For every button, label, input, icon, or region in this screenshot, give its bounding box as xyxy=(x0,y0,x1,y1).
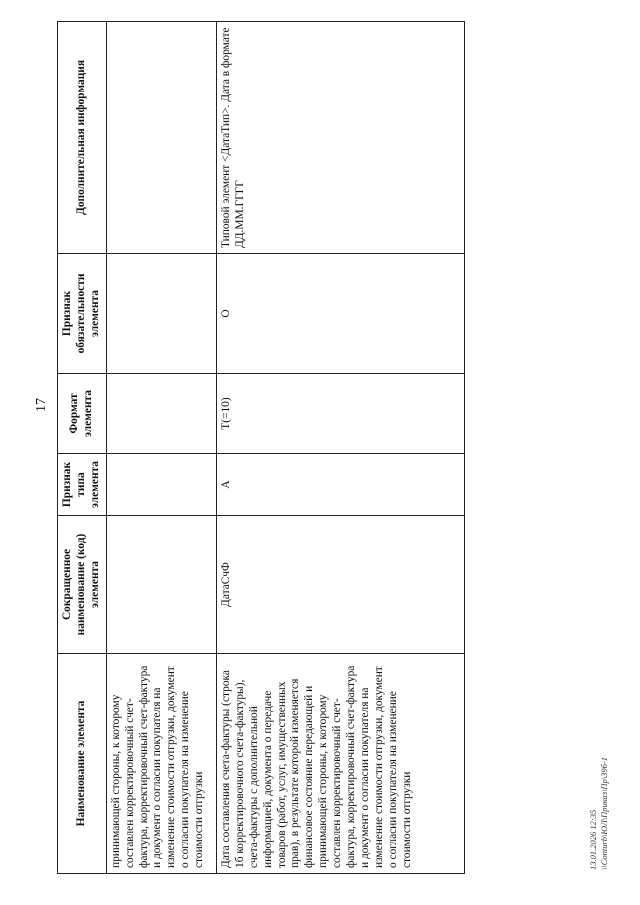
cell-element-format xyxy=(106,374,216,454)
header-short-name: Сокращенное наименование (код) элемента xyxy=(58,516,107,654)
table-header-row xyxy=(58,22,107,874)
cell-element-required xyxy=(106,254,216,374)
cell-short-name: ДатаСчФ xyxy=(216,516,464,654)
cell-element-format: T(=10) xyxy=(216,374,464,454)
cell-element-name: принимающей стороны, к которому составлен корректировочный счет-фактура, корректировочный счет-фактура и документ о согласии покупателя на изменение стоимости отгрузки, документ о согласии покупателя на изменение стоимости отгрузки xyxy=(106,654,216,874)
page-number: 17 xyxy=(34,398,49,412)
rotated-table-container xyxy=(57,22,465,874)
header-element-type: Признак типа элемента xyxy=(58,454,107,516)
footer-path: \\Conturb\ЮЛ\Приказ\Пр\39б-1 xyxy=(599,756,610,870)
cell-element-type xyxy=(106,454,216,516)
footer-date: 13.01.2026 12:35 xyxy=(588,809,598,870)
header-additional-info: Дополнительная информация xyxy=(58,22,107,254)
header-element-name: Наименование элемента xyxy=(58,654,107,874)
table-row xyxy=(106,22,216,874)
header-element-format: Формат элемента xyxy=(58,374,107,454)
cell-additional-info xyxy=(106,22,216,254)
cell-additional-info: Типовой элемент <ДатаТип>. Дата в формате ДД.ММ.ГГГГ xyxy=(216,22,464,254)
header-element-required: Признак обязательности элемента xyxy=(58,254,107,374)
table-row xyxy=(216,22,464,874)
elements-table xyxy=(57,21,465,874)
cell-element-type: А xyxy=(216,454,464,516)
footer-stamp xyxy=(588,757,610,870)
cell-short-name xyxy=(106,516,216,654)
cell-element-name: Дата составления счета-фактуры (строка 1б корректировочного счета-фактуры), счета-фактуры с дополнительной информацией, документа о передаче товаров (работ, услуг, имущественных прав), в результате которой изменяется финансовое состояние передающей и принимающей стороны, к которому составлен корректировочный счет-фактура, корректировочный счет-фактура и документ о согласии покупателя на изменение стоимости отгрузки, документ о согласии покупателя на изменение стоимости отгрузки xyxy=(216,654,464,874)
cell-element-required: О xyxy=(216,254,464,374)
